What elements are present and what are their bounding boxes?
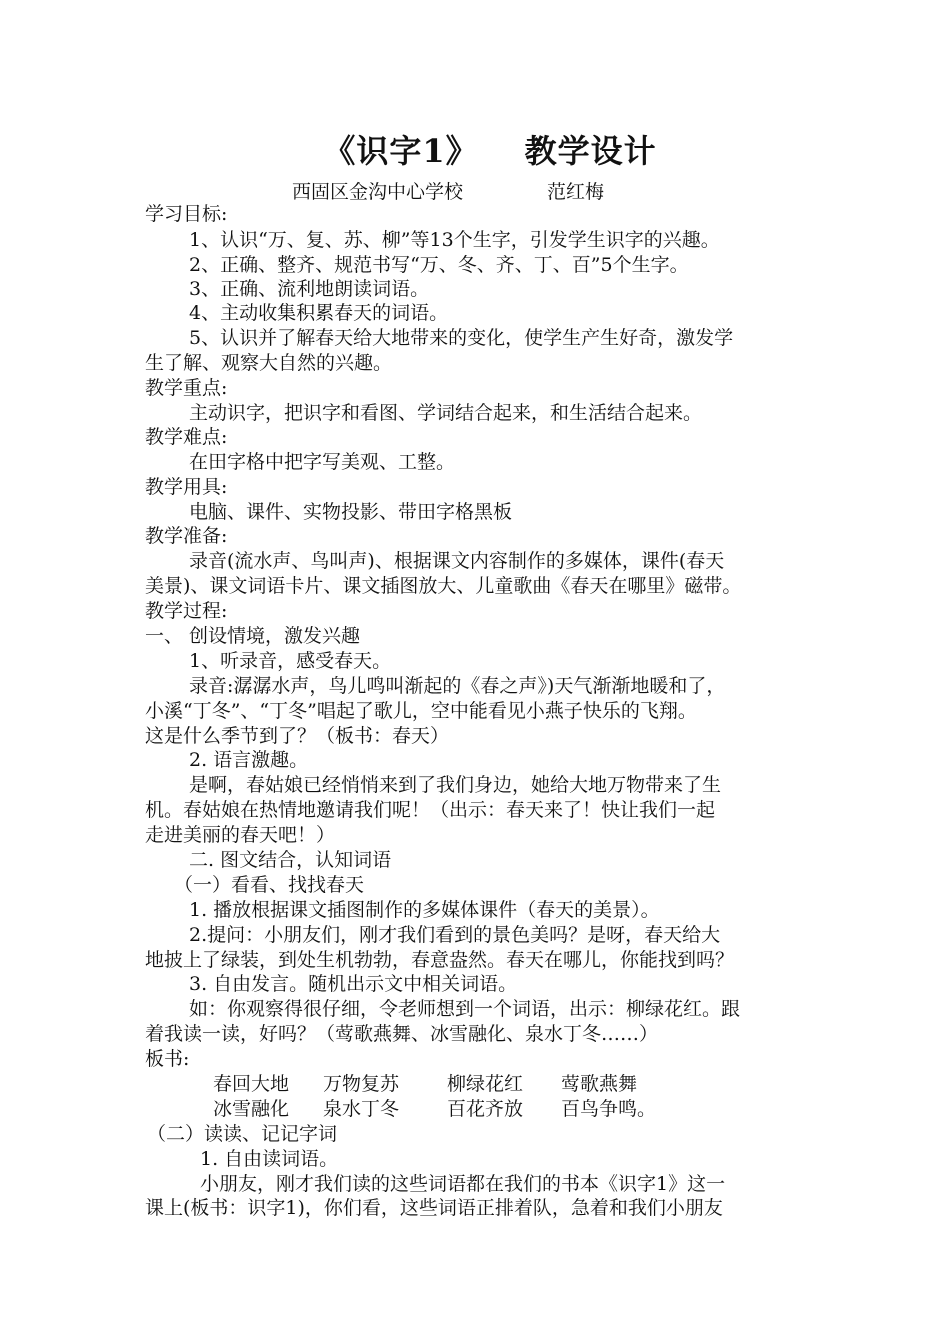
key-points-text: 主动识字，把识字和看图、学词结合起来，和生活结合起来。 (189, 402, 703, 424)
author-name: 范红梅 (547, 181, 605, 203)
board-word: 百花齐放 (447, 1098, 524, 1120)
title-part1: 《识字1》 (323, 132, 479, 170)
preparation-text: 录音(流水声、鸟叫声)、根据课文内容制作的多媒体，课件(春天 (189, 550, 725, 572)
step-1-2-text-end: 走进美丽的春天吧！） (145, 824, 336, 846)
heading-preparation: 教学准备: (145, 525, 228, 547)
difficulties-text: 在田字格中把字写美观、工整。 (189, 451, 456, 473)
board-word: 春回大地 (213, 1073, 290, 1095)
board-word: 百鸟争鸣。 (561, 1098, 657, 1120)
step-2-2-1: 1. 自由读词语。 (200, 1148, 339, 1170)
step-2-2-1-text-cont: 课上(板书：识字1)，你们看，这些词语正排着队，急着和我们小朋友 (145, 1197, 723, 1219)
heading-difficulties: 教学难点: (145, 426, 228, 448)
step-2-1-3: 3. 自由发言。随机出示文中相关词语。 (189, 973, 518, 995)
step-2-1-3-example: 如：你观察得很仔细，令老师想到一个词语，出示：柳绿花红。跟 (189, 998, 741, 1020)
goal-3: 3、正确、流利地朗读词语。 (189, 278, 430, 300)
step-2-1-2-cont: 地披上了绿装，到处生机勃勃，春意盎然。春天在哪儿，你能找到吗？ (145, 949, 735, 971)
step-1-1-text-cont: 小溪“丁冬”、“丁冬”唱起了歌儿，空中能看见小燕子快乐的飞翔。 (145, 700, 697, 722)
section-1-title: 一、 创设情境，激发兴趣 (145, 625, 361, 647)
title-part2: 教学设计 (524, 132, 657, 170)
tools-text: 电脑、课件、实物投影、带田字格黑板 (189, 501, 513, 523)
preparation-text-cont: 美景)、课文词语卡片、课文插图放大、儿童歌曲《春天在哪里》磁带。 (145, 575, 742, 597)
step-2-2-1-text: 小朋友，刚才我们读的这些词语都在我们的书本《识字1》这一 (200, 1173, 726, 1195)
step-2-1-3-example-cont: 着我读一读，好吗？（莺歌燕舞、冰雪融化、泉水丁冬……） (145, 1023, 659, 1045)
board-word: 泉水丁冬 (323, 1098, 400, 1120)
goal-5-cont: 生了解、观察大自然的兴趣。 (145, 352, 393, 374)
heading-key-points: 教学重点: (145, 377, 228, 399)
board-word: 万物复苏 (323, 1073, 400, 1095)
step-2-1-2: 2.提问：小朋友们，刚才我们看到的景色美吗？是呀，春天给大 (189, 924, 721, 946)
document-title (0, 126, 950, 172)
step-1-1: 1、听录音，感受春天。 (189, 650, 392, 672)
step-1-1-text: 录音:潺潺水声，鸟儿鸣叫渐起的《春之声》)天气渐渐地暖和了， (189, 675, 726, 697)
heading-board: 板书: (145, 1048, 190, 1070)
board-word: 冰雪融化 (213, 1098, 290, 1120)
subsection-2-1-title: （一）看看、找找春天 (174, 874, 365, 896)
goal-1: 1、认识“万、复、苏、柳”等13个生字，引发学生识字的兴趣。 (189, 229, 720, 251)
step-1-1-question: 这是什么季节到了？（板书：春天） (145, 725, 450, 747)
step-2-1-1: 1. 播放根据课文插图制作的多媒体课件（春天的美景）。 (189, 899, 660, 921)
step-1-2: 2. 语言激趣。 (189, 749, 309, 771)
board-word: 莺歌燕舞 (561, 1073, 638, 1095)
step-1-2-text: 是啊，春姑娘已经悄悄来到了我们身边，她给大地万物带来了生 (189, 774, 722, 796)
author-school: 西固区金沟中心学校 (292, 181, 464, 203)
goal-5: 5、认识并了解春天给大地带来的变化，使学生产生好奇，激发学 (189, 327, 734, 349)
board-row-2 (213, 1097, 656, 1122)
subsection-2-2-title: （二）读读、记记字词 (147, 1123, 338, 1145)
author-line (292, 177, 604, 204)
section-2-title: 二. 图文结合，认知词语 (189, 849, 392, 871)
goal-2: 2、正确、整齐、规范书写“万、冬、齐、丁、百”5个生字。 (189, 254, 689, 276)
heading-goals: 学习目标: (145, 203, 228, 225)
heading-process: 教学过程: (145, 600, 228, 622)
step-1-2-text-cont: 机。春姑娘在热情地邀请我们呢！（出示：春天来了！快让我们一起 (145, 799, 716, 821)
heading-tools: 教学用具: (145, 476, 228, 498)
goal-4: 4、主动收集积累春天的词语。 (189, 302, 449, 324)
board-row-1 (213, 1072, 637, 1097)
board-word: 柳绿花红 (447, 1073, 524, 1095)
